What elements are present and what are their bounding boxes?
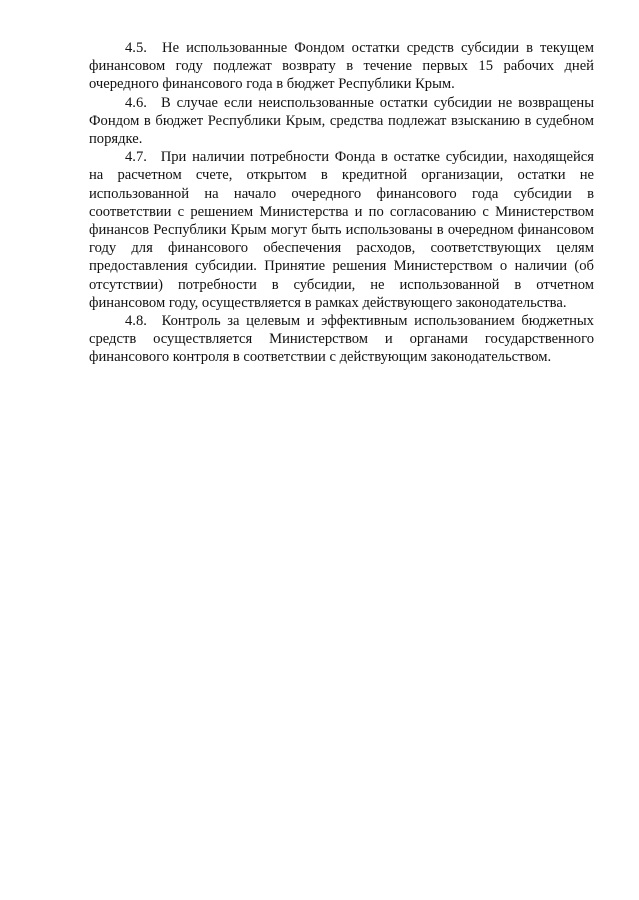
paragraph-text: Контроль за целевым и эффективным использованием бюджетных средств осуществляется Министерством и органами государственного финансового контроля в соответствии с действующим законодательством. (89, 313, 594, 366)
paragraph-number: 4.8. (125, 313, 147, 330)
paragraph-number: 4.7. (125, 149, 147, 166)
document-body (89, 39, 594, 367)
paragraph-number: 4.6. (125, 94, 147, 111)
paragraph-text: В случае если неиспользованные остатки субсидии не возвращены Фондом в бюджет Республики Крым, средства подлежат взысканию в судебном порядке. (89, 94, 594, 148)
paragraph-text: При наличии потребности Фонда в остатке субсидии, находящейся на расчетном счете, открытом в кредитной организации, остатки не использованной на начало очередного финансового года субсидии в соответствии с решением Министерства и по согласованию с Министерством финансов Республики Крым могут быть использованы в очередном финансовом году для финансового обеспечения расходов, соответствующих целям предоставления субсидии. Принятие решения Министерством о наличии (об отсутствии) потребности в субсидии, не использованной в отчетном финансовом году, осуществляется в рамках действующего законодательства. (89, 149, 594, 311)
paragraph-4-8 (89, 312, 594, 367)
paragraph-text: Не использованные Фондом остатки средств субсидии в текущем финансовом году подлежат возврату в течение первых 15 рабочих дней очередного финансового года в бюджет Республики Крым. (89, 40, 595, 93)
paragraph-4-6 (89, 94, 594, 149)
paragraph-4-7 (89, 148, 594, 312)
paragraph-4-5 (89, 39, 594, 94)
paragraph-number: 4.5. (125, 40, 147, 56)
